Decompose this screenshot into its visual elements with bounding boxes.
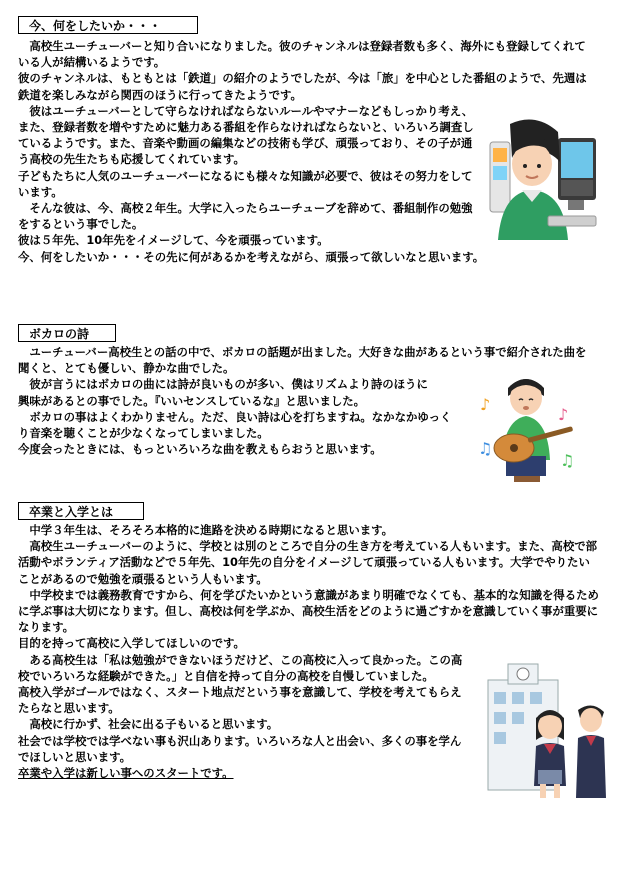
paragraph: ユーチューバー高校生との話の中で、ボカロの話題が出ました。大好きな曲があるという事で紹介された曲を聞くと、とても優しい、静かな曲でした。 [18, 345, 587, 376]
svg-text:♫: ♫ [478, 439, 493, 458]
svg-text:♫: ♫ [560, 451, 575, 470]
paragraph: 中学校までは義務教育ですから、何を学びたいかという意識があまり明確でなくても、基本的な知識を得るために学ぶ事は大切になります。但し、高校は何を学ぶか、高校生活をどのように過ごすかを意識していく事が重要になります。 [18, 587, 599, 635]
paragraph: ある高校生は「私は勉強ができないほうだけど、この高校に入って良かった。この高校でいろいろな経験ができた。」と自信を持って自分の高校を自慢していました。 [18, 652, 463, 683]
closing-line: 卒業や入学は新しい事へのスタートです。 [18, 766, 234, 781]
paragraph: 彼はユーチューバーとして守らなければならないルールやマナーなどもしっかり考え、また、登録者数を増やすために魅力ある番組を作らなければならないと、いろいろ調査しているようです。また、音楽や動画の編集などの技術も学び、頑張っており、その子が通う高校の先生たちも応援してくれています。 [18, 103, 474, 167]
svg-text:♪: ♪ [480, 395, 491, 414]
paragraph: そんな彼は、今、高校２年生。大学に入ったらユーチューブを辞めて、番組制作の勉強をするという事でした。 [18, 201, 473, 232]
paragraph: 彼のチャンネルは、もともとは「鉄道」の紹介のようでしたが、今は「旅」を中心とした番組のようで、先週は鉄道を楽しみながら関西のほうに行ってきたようです。 [18, 71, 587, 102]
heading-graduation-and-admission: 卒業と入学とは [18, 502, 144, 520]
heading-now-what-to-do: 今、何をしたいか・・・ [18, 16, 198, 34]
paragraph: 中学３年生は、そろそろ本格的に進路を決める時期になると思います。 [18, 523, 393, 537]
guitar-player-illustration [476, 370, 580, 488]
paragraph: ボカロの事はよくわかりません。ただ、良い詩は心を打ちますね。なかなかゆっくり音楽を聴くことが少なくなってしまいました。 [18, 409, 452, 441]
youtuber-illustration [488, 118, 598, 240]
svg-text:♪: ♪ [558, 405, 569, 424]
school-students-illustration [478, 660, 612, 800]
heading-vocaloid-lyrics: ボカロの詩 [18, 324, 116, 342]
paragraph: 高校に行かず、社会に出る子もいると思います。 [18, 717, 279, 732]
paragraph: 高校入学がゴールではなく、スタート地点だという事を意識して、学校を考えてもらえたらなと思います。 [18, 685, 462, 716]
paragraph: 彼は５年先、10年先をイメージして、今を頑張っています。 [18, 233, 329, 248]
paragraph: 今、何をしたいか・・・その先に何があるかを考えながら、頑張って欲しいなと思います。 [18, 249, 485, 264]
paragraph: 子どもたちに人気のユーチューバーになるにも様々な知識が必要で、彼はその努力をしています。 [18, 168, 473, 199]
paragraph: 高校生ユーチューバーのように、学校とは別のところで自分の生き方を考えている人もいます。また、高校で部活動やボランティア活動などで５年先、10年先の自分をイメージして頑張っている人もいます。大学でやりたいことがあるので勉強を頑張るという人もいます。 [18, 539, 597, 586]
paragraph: 目的を持って高校に入学してほしいのです。 [18, 636, 245, 651]
paragraph: 高校生ユーチューバーと知り合いになりました。彼のチャンネルは登録者数も多く、海外にも登録してくれている人が結構いるようです。 [18, 39, 586, 70]
paragraph: 彼が言うにはボカロの曲には詩が良いものが多い、僕はリズムより詩のほうに興味があるとの事でした。『いいセンスしているな』と思いました。 [18, 377, 428, 408]
paragraph: 今度会ったときには、もっといろいろな曲を教えもらおうと思います。 [18, 442, 382, 457]
paragraph: 社会では学校では学べない事も沢山あります。いろいろな人と出会い、多くの事を学んでほしいと思います。 [18, 733, 462, 764]
